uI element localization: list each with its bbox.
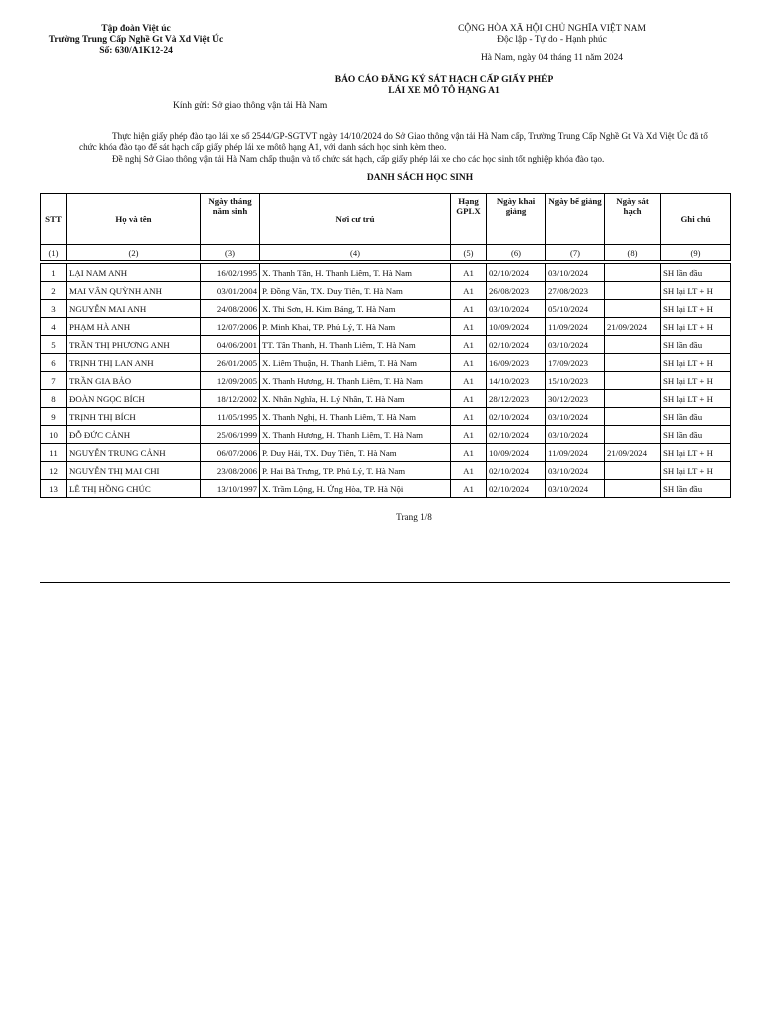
cell-note: SH lần đầu — [661, 426, 731, 444]
cell-start-date: 02/10/2024 — [487, 426, 546, 444]
cell-note: SH lại LT + H — [661, 354, 731, 372]
cell-dob: 12/07/2006 — [201, 318, 260, 336]
cell-dob: 13/10/1997 — [201, 480, 260, 498]
cell-address: X. Thi Sơn, H. Kim Bảng, T. Hà Nam — [260, 300, 451, 318]
cell-class: A1 — [451, 354, 487, 372]
column-number-row — [41, 245, 731, 261]
cell-exam-date — [605, 282, 661, 300]
table-row — [41, 408, 731, 426]
cell-name: NGUYỄN TRUNG CẢNH — [67, 444, 201, 462]
table-row — [41, 336, 731, 354]
cell-address: P. Hai Bà Trưng, TP. Phủ Lý, T. Hà Nam — [260, 462, 451, 480]
cell-end-date: 05/10/2024 — [546, 300, 605, 318]
cell-note: SH lại LT + H — [661, 462, 731, 480]
cell-end-date: 03/10/2024 — [546, 426, 605, 444]
cell-note: SH lại LT + H — [661, 300, 731, 318]
cell-start-date: 02/10/2024 — [487, 462, 546, 480]
cell-address: X. Trầm Lộng, H. Ứng Hòa, TP. Hà Nội — [260, 480, 451, 498]
cell-dob: 12/09/2005 — [201, 372, 260, 390]
cell-dob: 24/08/2006 — [201, 300, 260, 318]
column-number: (9) — [661, 245, 731, 261]
cell-dob: 04/06/2001 — [201, 336, 260, 354]
cell-name: MAI VÂN QUỲNH ANH — [67, 282, 201, 300]
col-header-end: Ngày bế giảng — [546, 194, 605, 245]
column-number: (6) — [487, 245, 546, 261]
table-row — [41, 390, 731, 408]
table-row — [41, 444, 731, 462]
cell-exam-date — [605, 300, 661, 318]
cell-stt: 13 — [41, 480, 67, 498]
page-divider — [40, 582, 730, 583]
cell-stt: 10 — [41, 426, 67, 444]
cell-note: SH lại LT + H — [661, 318, 731, 336]
cell-dob: 16/02/1995 — [201, 264, 260, 282]
cell-exam-date: 21/09/2024 — [605, 318, 661, 336]
cell-exam-date — [605, 264, 661, 282]
cell-dob: 26/01/2005 — [201, 354, 260, 372]
report-title — [180, 75, 708, 97]
table-row — [41, 426, 731, 444]
cell-start-date: 10/09/2024 — [487, 318, 546, 336]
col-header-start: Ngày khai giảng — [487, 194, 546, 245]
cell-note: SH lại LT + H — [661, 444, 731, 462]
table-row — [41, 354, 731, 372]
table-row — [41, 372, 731, 390]
cell-name: ĐỖ ĐỨC CẢNH — [67, 426, 201, 444]
column-number: (2) — [67, 245, 201, 261]
col-header-class: Hạng GPLX — [451, 194, 487, 245]
table-row — [41, 282, 731, 300]
cell-exam-date — [605, 480, 661, 498]
cell-class: A1 — [451, 390, 487, 408]
cell-note: SH lại LT + H — [661, 372, 731, 390]
cell-end-date: 30/12/2023 — [546, 390, 605, 408]
cell-name: TRỊNH THỊ LAN ANH — [67, 354, 201, 372]
cell-stt: 3 — [41, 300, 67, 318]
cell-start-date: 10/09/2024 — [487, 444, 546, 462]
cell-end-date: 03/10/2024 — [546, 462, 605, 480]
cell-note: SH lại LT + H — [661, 282, 731, 300]
cell-start-date: 16/09/2023 — [487, 354, 546, 372]
cell-class: A1 — [451, 336, 487, 354]
page-number: Trang 1/8 — [396, 512, 432, 522]
cell-start-date: 02/10/2024 — [487, 336, 546, 354]
cell-address: X. Nhân Nghĩa, H. Lý Nhân, T. Hà Nam — [260, 390, 451, 408]
cell-note: SH lần đầu — [661, 408, 731, 426]
document-number: Số: 630/A1K12-24 — [99, 46, 173, 56]
cell-dob: 25/06/1999 — [201, 426, 260, 444]
national-header — [430, 24, 674, 64]
cell-stt: 4 — [41, 318, 67, 336]
sender-header — [40, 24, 232, 57]
report-title-line-1: BÁO CÁO ĐĂNG KÝ SÁT HẠCH CẤP GIẤY PHÉP — [334, 75, 554, 85]
cell-end-date: 03/10/2024 — [546, 336, 605, 354]
cell-address: X. Thanh Tân, H. Thanh Liêm, T. Hà Nam — [260, 264, 451, 282]
table-row — [41, 264, 731, 282]
cell-address: X. Liêm Thuận, H. Thanh Liêm, T. Hà Nam — [260, 354, 451, 372]
body-paragraph-1: Thực hiện giấy phép đào tạo lái xe số 2544/GP-SGTVT ngày 14/10/2024 do Sở Giao thông vận tải Hà Nam cấp, Trường Trung Cấp Nghề Gt Và Xd Việt Úc đã tổ chức khóa đào tạo để sát hạch cấp giấy phép lái xe môtô hạng A1, với danh sách học sinh kèm theo. — [79, 131, 708, 152]
cell-end-date: 03/10/2024 — [546, 264, 605, 282]
report-body — [79, 131, 725, 165]
cell-address: X. Thanh Hương, H. Thanh Liêm, T. Hà Nam — [260, 372, 451, 390]
cell-start-date: 02/10/2024 — [487, 264, 546, 282]
cell-stt: 8 — [41, 390, 67, 408]
cell-exam-date — [605, 390, 661, 408]
cell-dob: 11/05/1995 — [201, 408, 260, 426]
col-header-stt: STT — [41, 194, 67, 245]
cell-start-date: 26/08/2023 — [487, 282, 546, 300]
cell-start-date: 02/10/2024 — [487, 480, 546, 498]
column-number: (8) — [605, 245, 661, 261]
column-number: (5) — [451, 245, 487, 261]
cell-class: A1 — [451, 480, 487, 498]
cell-stt: 12 — [41, 462, 67, 480]
organization-name: Tập đoàn Việt úc — [101, 24, 171, 34]
cell-name: PHẠM HÀ ANH — [67, 318, 201, 336]
cell-address: P. Đồng Văn, TX. Duy Tiên, T. Hà Nam — [260, 282, 451, 300]
cell-class: A1 — [451, 372, 487, 390]
national-motto: Độc lập - Tự do - Hạnh phúc — [497, 35, 607, 45]
cell-exam-date — [605, 426, 661, 444]
cell-dob: 23/08/2006 — [201, 462, 260, 480]
body-paragraph-2: Đề nghị Sở Giao thông vận tải Hà Nam chấp thuận và tổ chức sát hạch, cấp giấy phép lái xe cho các học sinh tốt nghiệp khóa đào tạo. — [112, 154, 605, 164]
cell-class: A1 — [451, 300, 487, 318]
cell-class: A1 — [451, 408, 487, 426]
cell-name: TRẦN GIA BẢO — [67, 372, 201, 390]
cell-dob: 03/01/2004 — [201, 282, 260, 300]
cell-start-date: 02/10/2024 — [487, 408, 546, 426]
cell-stt: 2 — [41, 282, 67, 300]
cell-name: LẠI NAM ANH — [67, 264, 201, 282]
cell-end-date: 27/08/2023 — [546, 282, 605, 300]
cell-stt: 6 — [41, 354, 67, 372]
table-row — [41, 480, 731, 498]
cell-stt: 9 — [41, 408, 67, 426]
cell-name: NGUYỄN MAI ANH — [67, 300, 201, 318]
cell-end-date: 03/10/2024 — [546, 408, 605, 426]
cell-stt: 11 — [41, 444, 67, 462]
cell-stt: 1 — [41, 264, 67, 282]
cell-exam-date — [605, 372, 661, 390]
cell-note: SH lần đầu — [661, 480, 731, 498]
cell-address: X. Thanh Hương, H. Thanh Liêm, T. Hà Nam — [260, 426, 451, 444]
cell-name: TRỊNH THỊ BÍCH — [67, 408, 201, 426]
cell-exam-date — [605, 462, 661, 480]
cell-stt: 5 — [41, 336, 67, 354]
cell-class: A1 — [451, 264, 487, 282]
cell-exam-date — [605, 336, 661, 354]
student-table — [40, 193, 731, 498]
col-header-dob: Ngày tháng năm sinh — [201, 194, 260, 245]
column-number: (4) — [260, 245, 451, 261]
cell-class: A1 — [451, 318, 487, 336]
cell-exam-date — [605, 408, 661, 426]
table-row — [41, 300, 731, 318]
col-header-exam: Ngày sát hạch — [605, 194, 661, 245]
report-title-line-2: LÁI XE MÔ TÔ HẠNG A1 — [388, 86, 500, 96]
cell-name: NGUYỄN THỊ MAI CHI — [67, 462, 201, 480]
cell-end-date: 11/09/2024 — [546, 318, 605, 336]
cell-class: A1 — [451, 462, 487, 480]
column-number: (1) — [41, 245, 67, 261]
cell-start-date: 28/12/2023 — [487, 390, 546, 408]
cell-note: SH lại LT + H — [661, 390, 731, 408]
cell-name: TRẦN THỊ PHƯƠNG ANH — [67, 336, 201, 354]
cell-address: P. Minh Khai, TP. Phủ Lý, T. Hà Nam — [260, 318, 451, 336]
school-name: Trường Trung Cấp Nghề Gt Và Xd Việt Úc — [48, 35, 224, 45]
cell-address: P. Duy Hải, TX. Duy Tiên, T. Hà Nam — [260, 444, 451, 462]
cell-end-date: 15/10/2023 — [546, 372, 605, 390]
student-table-body — [41, 264, 731, 498]
cell-class: A1 — [451, 444, 487, 462]
table-header-row — [41, 194, 731, 245]
cell-stt: 7 — [41, 372, 67, 390]
cell-class: A1 — [451, 426, 487, 444]
cell-end-date: 17/09/2023 — [546, 354, 605, 372]
cell-end-date: 03/10/2024 — [546, 480, 605, 498]
cell-name: ĐOÀN NGỌC BÍCH — [67, 390, 201, 408]
table-row — [41, 318, 731, 336]
col-header-address: Nơi cư trú — [260, 194, 451, 245]
column-number: (7) — [546, 245, 605, 261]
cell-note: SH lần đầu — [661, 264, 731, 282]
cell-start-date: 14/10/2023 — [487, 372, 546, 390]
column-number: (3) — [201, 245, 260, 261]
table-row — [41, 462, 731, 480]
cell-exam-date: 21/09/2024 — [605, 444, 661, 462]
cell-start-date: 03/10/2024 — [487, 300, 546, 318]
recipient-line: Kính gửi: Sở giao thông vận tải Hà Nam — [173, 101, 328, 111]
col-header-name: Họ và tên — [67, 194, 201, 245]
cell-exam-date — [605, 354, 661, 372]
nation-title: CỘNG HÒA XÃ HỘI CHỦ NGHĨA VIỆT NAM — [458, 24, 646, 34]
cell-note: SH lần đầu — [661, 336, 731, 354]
cell-dob: 18/12/2002 — [201, 390, 260, 408]
cell-address: TT. Tân Thanh, H. Thanh Liêm, T. Hà Nam — [260, 336, 451, 354]
cell-name: LÊ THỊ HỒNG CHÚC — [67, 480, 201, 498]
cell-end-date: 11/09/2024 — [546, 444, 605, 462]
student-list-title: DANH SÁCH HỌC SINH — [366, 173, 474, 183]
col-header-note: Ghi chú — [661, 194, 731, 245]
place-date: Hà Nam, ngày 04 tháng 11 năm 2024 — [480, 53, 624, 63]
cell-dob: 06/07/2006 — [201, 444, 260, 462]
cell-class: A1 — [451, 282, 487, 300]
cell-address: X. Thanh Nghị, H. Thanh Liêm, T. Hà Nam — [260, 408, 451, 426]
